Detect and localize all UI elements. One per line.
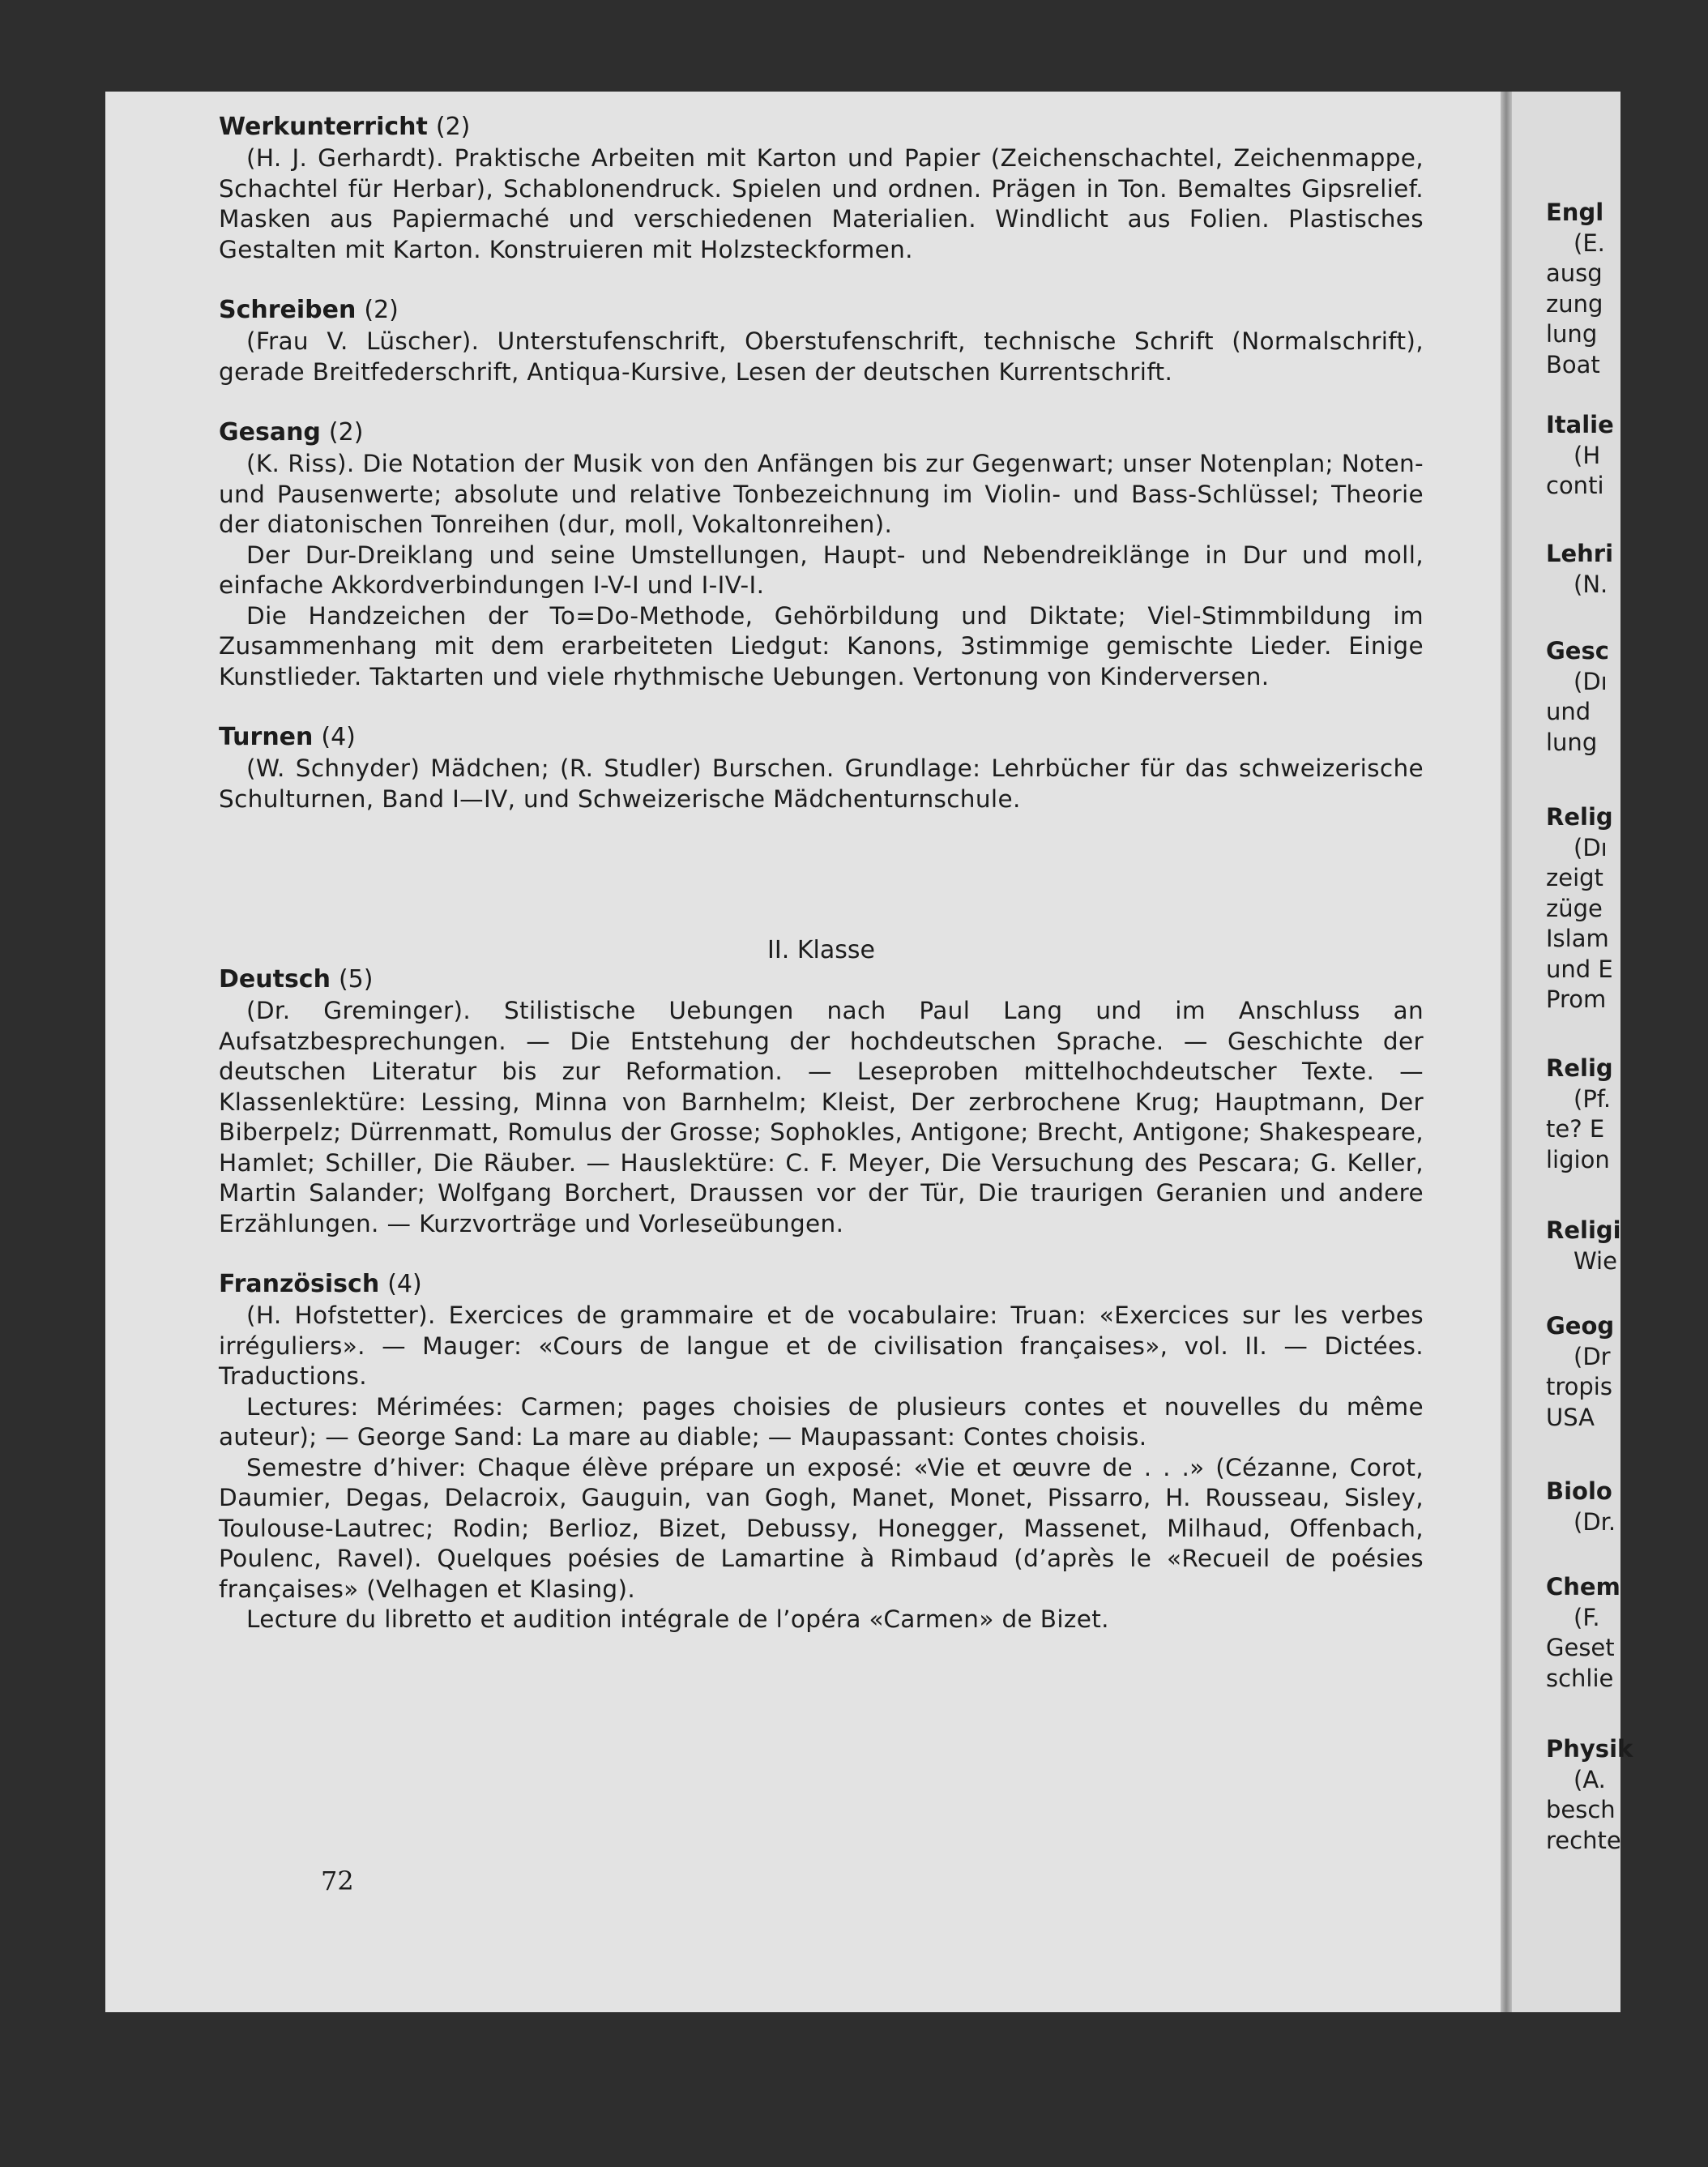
right-page-line: Boat [1546, 350, 1600, 378]
right-page-entry [1546, 410, 1708, 502]
right-page-entry [1546, 1216, 1708, 1276]
section-deutsch [219, 964, 1424, 1239]
right-page-line: züge [1546, 894, 1603, 922]
section-paragraph: (K. Riss). Die Notation der Musik von den Anfängen bis zur Gegenwart; unser Notenplan; Noten- und Pausenwerte; absolute und relative Tonbezeichnung im Violin- und Bass-Schlüssel; Theorie der diatonischen Tonreihen (dur, moll, Vokaltonreihen). [219, 450, 1424, 538]
section-title: Französisch [219, 1270, 380, 1298]
section-paragraph: (Frau V. Lüscher). Unterstufenschrift, Oberstufenschrift, technische Schrift (Normalschrift), gerade Breitfederschrift, Antiqua-Kursive, Lesen der deutschen Kurrentschrift. [219, 327, 1424, 386]
section-schreiben [219, 294, 1424, 387]
right-page-line: (H [1573, 441, 1601, 469]
right-page-line: (Dı [1573, 833, 1608, 861]
section-paragraph: (H. J. Gerhardt). Praktische Arbeiten mit Karton und Papier (Zeichenschachtel, Zeichenmappe, Schachtel für Herbar), Schablonendruck. Spielen und ordnen. Prägen in Ton. Bemaltes Gipsrelief. Masken aus Papiermaché und verschiedenen Materialien. Windlicht aus Folien. Plastisches Gestalten mit Karton. Konstruieren mit Holzsteckformen. [219, 144, 1424, 263]
right-page-line: (F. [1573, 1603, 1600, 1631]
right-page-heading: Geog [1546, 1312, 1615, 1340]
section-paragraph: Semestre d’hiver: Chaque élève prépare un exposé: «Vie et œuvre de . . .» (Cézanne, Corot, Daumier, Degas, Delacroix, Gauguin, van Gogh, Manet, Monet, Pissarro, H. Rousseau, Sisley, Toulouse-Lautrec; Rodin; Berlioz, Bizet, Debussy, Honegger, Massenet, Milhaud, Offenbach, Poulenc, Ravel). Quelques poésies de Lamartine à Rimbaud (d’après le «Recueil de poésies françaises» (Velhagen et Klasing). [219, 1453, 1424, 1603]
right-page-line: Wie [1573, 1246, 1617, 1275]
section-werkunterricht [219, 111, 1424, 265]
section-heading [219, 111, 1424, 143]
section-heading [219, 294, 1424, 327]
right-page-line: (N. [1573, 570, 1608, 598]
right-page-heading: Italie [1546, 411, 1614, 438]
section-heading [219, 964, 1424, 996]
section-paragraph: Der Dur-Dreiklang und seine Umstellungen, Haupt- und Nebendreiklänge in Dur und moll, einfache Akkordverbindungen I-V-I und I-IV-I. [219, 541, 1424, 599]
right-page-line: zeigt [1546, 864, 1603, 891]
section-paragraph: Die Handzeichen der To=Do-Methode, Gehörbildung und Diktate; Viel-Stimmbildung im Zusammenhang mit dem erarbeiteten Liedgut: Kanons, 3stimmige gemischte Lieder. Einige Kunstlieder. Taktarten und viele rhythmische Uebungen. Vertonung von Kinderversen. [219, 601, 1424, 690]
right-page-entry [1546, 1311, 1708, 1433]
right-page-entry [1546, 1734, 1708, 1856]
section-hours: (4) [387, 1270, 422, 1298]
right-page-line: und E [1546, 955, 1613, 983]
right-page-line: Islam [1546, 925, 1609, 952]
section-paragraph: Lecture du libretto et audition intégrale de l’opéra «Carmen» de Bizet. [246, 1605, 1109, 1633]
section-heading [219, 417, 1424, 449]
right-page-heading: Relig [1546, 1054, 1613, 1082]
right-page-line: (Dr. [1573, 1507, 1616, 1536]
right-page-line: rechte [1546, 1826, 1621, 1854]
section-hours: (2) [435, 113, 471, 141]
right-page-line: lung [1546, 728, 1598, 756]
section-title: Turnen [219, 723, 314, 751]
right-page-line: schlie [1546, 1664, 1614, 1692]
right-page-heading: Engl [1546, 199, 1604, 226]
right-page-entry [1546, 1477, 1708, 1537]
right-page-heading: Relig [1546, 803, 1613, 831]
right-page-heading: Chem [1546, 1573, 1620, 1601]
section-title: Gesang [219, 418, 321, 447]
section-heading [219, 1268, 1424, 1301]
class-title: II. Klasse [767, 936, 875, 964]
right-page-line: (Pf. [1573, 1084, 1612, 1113]
right-page-line: te? E [1546, 1115, 1605, 1143]
section-gesang [219, 417, 1424, 692]
right-page-line: ligion [1546, 1145, 1610, 1173]
right-page-heading: Biolo [1546, 1477, 1612, 1505]
section-paragraph: Lectures: Mérimées: Carmen; pages choisies de plusieurs contes et nouvelles du même auteur); — George Sand: La mare au diable; — Maupassant: Contes choisis. [219, 1392, 1424, 1451]
section-title: Werkunterricht [219, 113, 428, 141]
section-paragraph: (W. Schnyder) Mädchen; (R. Studler) Burschen. Grundlage: Lehrbücher für das schweizerische Schulturnen, Band I—IV, und Schweizerische Mädchenturnschule. [219, 754, 1424, 813]
right-page-entry [1546, 1054, 1708, 1175]
right-page-line: (Dı [1573, 667, 1608, 695]
right-page-line: conti [1546, 472, 1604, 499]
right-page-entry [1546, 1572, 1708, 1694]
right-page-entry [1546, 198, 1708, 380]
section-paragraph: (H. Hofstetter). Exercices de grammaire et de vocabulaire: Truan: «Exercices sur les verbes irréguliers». — Mauger: «Cours de langue et de civilisation françaises», vol. II. — Dictées. Traductions. [219, 1301, 1424, 1390]
right-page-heading: Gesc [1546, 637, 1609, 665]
right-page-heading: Lehri [1546, 540, 1614, 567]
right-page-line: (Dr [1573, 1342, 1611, 1370]
section-title: Deutsch [219, 965, 331, 994]
right-page-entry [1546, 802, 1708, 1015]
page-content [219, 111, 1424, 1665]
right-page-line: Prom [1546, 985, 1607, 1013]
right-page-line: (E. [1573, 229, 1605, 257]
section-hours: (5) [338, 965, 374, 994]
right-page-heading: Religi [1546, 1216, 1621, 1244]
right-page-line: besch [1546, 1796, 1616, 1823]
section-hours: (2) [328, 418, 364, 447]
right-page-line: ausg [1546, 259, 1603, 287]
right-page-line: USA [1546, 1403, 1595, 1431]
right-page-line: Geset [1546, 1634, 1615, 1661]
right-page-line: tropis [1546, 1373, 1612, 1400]
section-title: Schreiben [219, 296, 357, 324]
right-page-line: und [1546, 698, 1591, 725]
section-hours: (2) [364, 296, 399, 324]
section-turnen [219, 721, 1424, 814]
page-number: 72 [321, 1866, 354, 1896]
section-hours: (4) [321, 723, 356, 751]
right-page-heading: Physik [1546, 1735, 1633, 1763]
right-page-entry [1546, 636, 1708, 758]
right-page-line: zung [1546, 289, 1603, 318]
section-franzoesisch [219, 1268, 1424, 1635]
book-gutter [1501, 92, 1512, 2012]
section-paragraph: (Dr. Greminger). Stilistische Uebungen nach Paul Lang und im Anschluss an Aufsatzbesprechungen. — Die Entstehung der hochdeutschen Sprache. — Geschichte der deutschen Literatur bis zur Reformation. — Leseproben mittelhochdeutscher Texte. — Klassenlektüre: Lessing, Minna von Barnhelm; Kleist, Der zerbrochene Krug; Hauptmann, Der Biberpelz; Dürrenmatt, Romulus der Grosse; Sophokles, Antigone; Brecht, Antigone; Shakespeare, Hamlet; Schiller, Die Räuber. — Hauslektüre: C. F. Meyer, Die Versuchung des Pescara; G. Keller, Martin Salander; Wolfgang Borchert, Draussen vor der Tür, Die traurigen Geranien und andere Erzählungen. — Kurzvorträge und Vorleseübungen. [219, 997, 1424, 1237]
right-page-line: lung [1546, 320, 1598, 348]
right-page-line: (A. [1573, 1765, 1606, 1793]
right-page-entry [1546, 539, 1708, 600]
section-heading [219, 721, 1424, 754]
